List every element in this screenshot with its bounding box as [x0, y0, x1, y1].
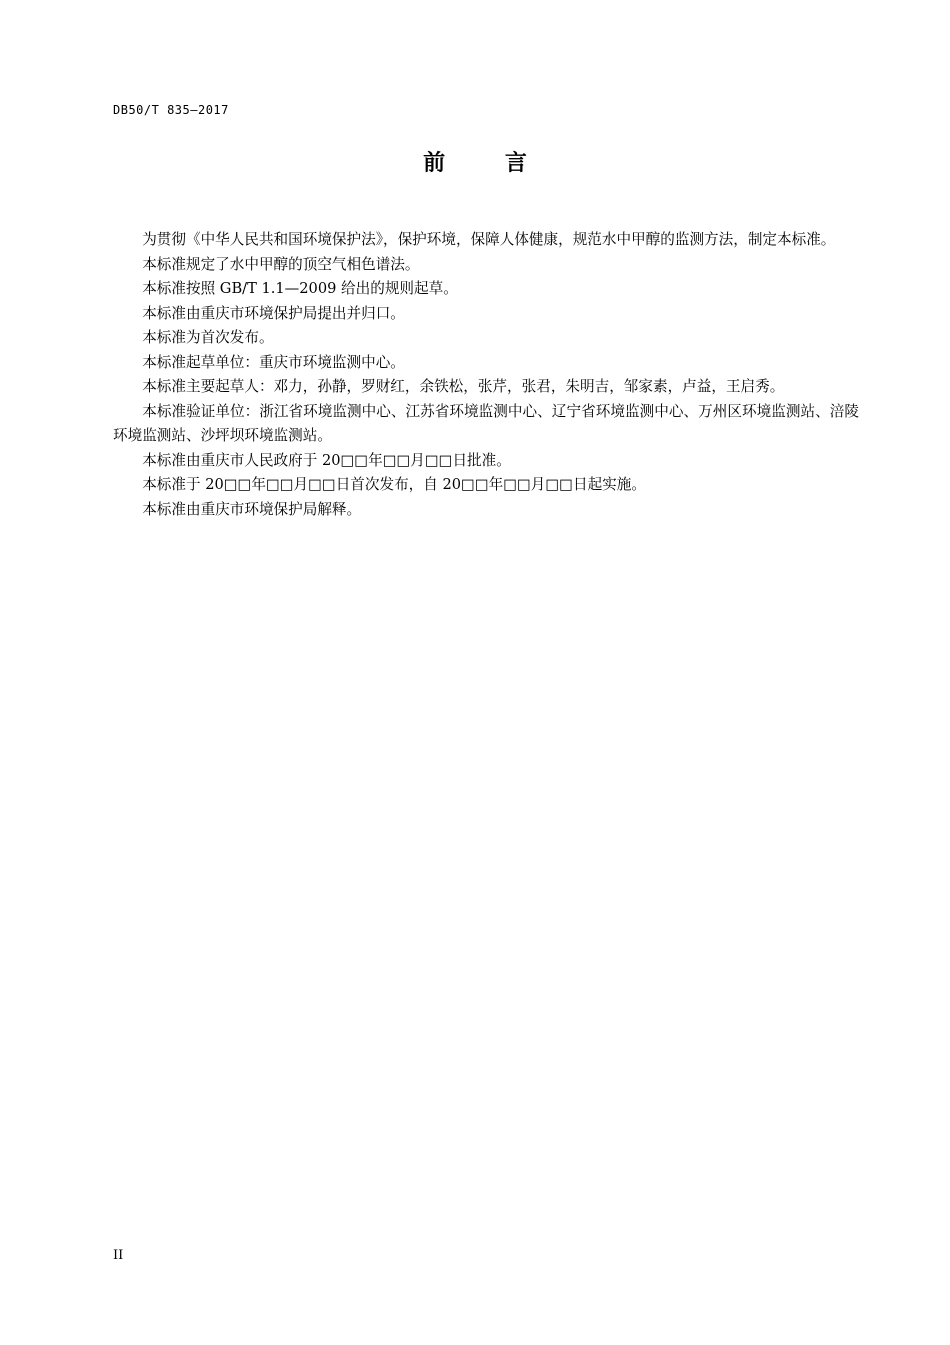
paragraph-drafting-unit: 本标准起草单位：重庆市环境监测中心。: [142, 353, 405, 371]
paragraph-interpretation: 本标准由重庆市环境保护局解释。: [142, 500, 362, 518]
paragraph-purpose: 为贯彻《中华人民共和国环境保护法》，保护环境，保障人体健康，规范水中甲醇的监测方法，制定本标准。: [142, 231, 836, 248]
paragraph-approval: 本标准由重庆市人民政府于 20□□年□□月□□日批准。: [142, 451, 511, 469]
paragraph-drafting-rules: 本标准按照 GB/T 1.1—2009 给出的规则起草。: [142, 280, 458, 297]
paragraph-drafters: 本标准主要起草人：邓力，孙静，罗财红，余铁松，张芹，张君，朱明吉，邹家素，卢益，王启秀。: [142, 378, 785, 395]
page-number: II: [113, 1248, 124, 1263]
paragraph-verification-units: 本标准验证单位：浙江省环境监测中心、江苏省环境监测中心、辽宁省环境监测中心、万州区环境监测站、涪陵环境监测站、沙坪坝环境监测站。: [113, 402, 859, 444]
paragraph-proposer: 本标准由重庆市环境保护局提出并归口。: [142, 304, 405, 322]
paragraph-release-dates: 本标准于 20□□年□□月□□日首次发布，自 20□□年□□月□□日起实施。: [142, 476, 646, 493]
paragraph-first-release: 本标准为首次发布。: [142, 329, 274, 346]
foreword-body: [113, 228, 859, 522]
paragraph-scope: 本标准规定了水中甲醇的顶空气相色谱法。: [142, 255, 420, 273]
section-title: 前 言: [423, 151, 553, 176]
document-code: DB50/T 835—2017: [113, 103, 229, 117]
